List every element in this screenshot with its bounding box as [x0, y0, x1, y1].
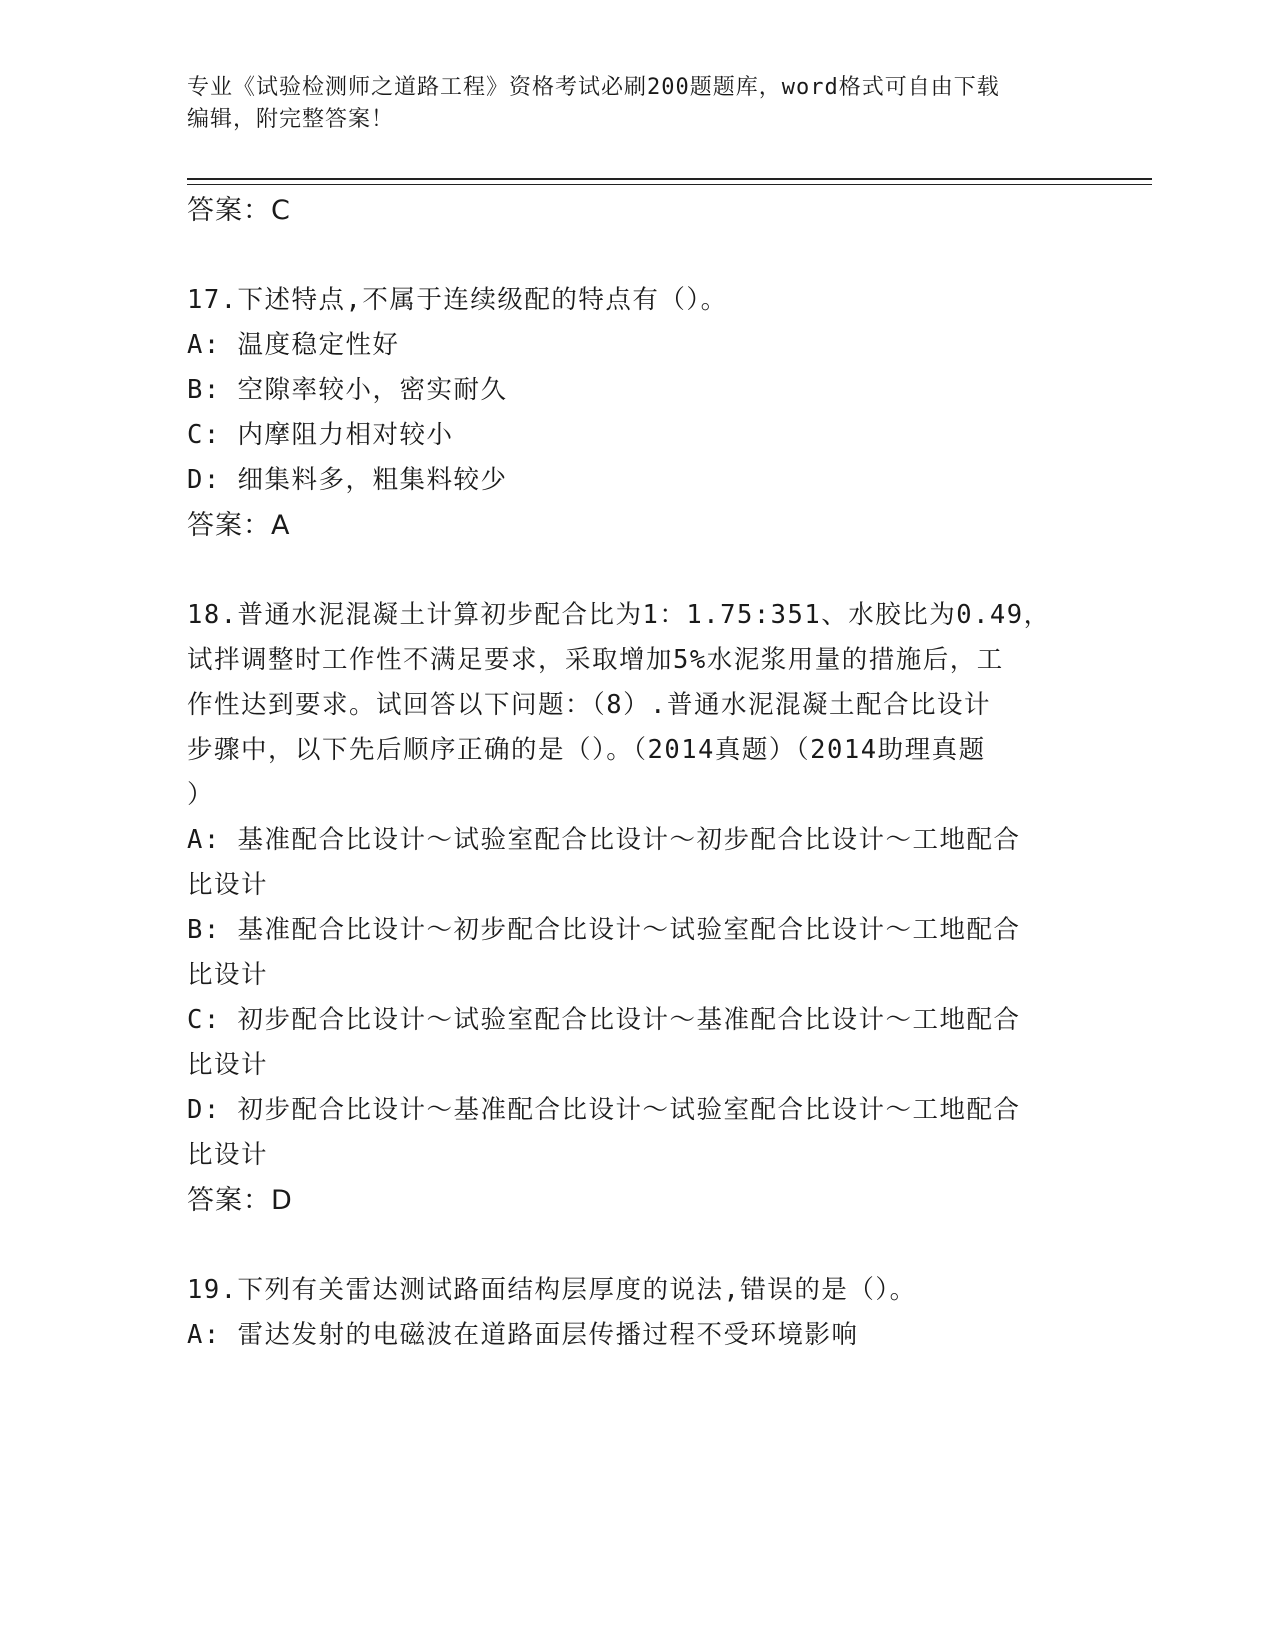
q18-stem-line-3: 作性达到要求。试回答以下问题：（8）.普通水泥混凝土配合比设计 — [187, 690, 991, 720]
q17-option-b: B: 空隙率较小，密实耐久 — [187, 375, 508, 405]
header-rule-thin — [187, 184, 1152, 185]
spacer — [187, 548, 1087, 593]
q18-option-c — [187, 998, 1087, 1088]
q18-option-c-line-1: C: 初步配合比设计～试验室配合比设计～基准配合比设计～工地配合 — [187, 1005, 1021, 1035]
q16-answer: 答案：C — [187, 195, 291, 226]
q18-option-b-line-2: 比设计 — [187, 960, 269, 990]
q18-option-a-line-2: 比设计 — [187, 870, 269, 900]
question-content — [187, 188, 1087, 1358]
header-rule-thick — [187, 178, 1152, 180]
question-18 — [187, 593, 1087, 1223]
header-line-2: 编辑，附完整答案！ — [187, 107, 395, 132]
q18-option-b-line-1: B: 基准配合比设计～初步配合比设计～试验室配合比设计～工地配合 — [187, 915, 1021, 945]
question-19 — [187, 1268, 1087, 1358]
q17-stem: 17.下述特点,不属于连续级配的特点有（）。 — [187, 285, 728, 315]
spacer — [187, 233, 1087, 278]
q18-stem-line-1: 18.普通水泥混凝土计算初步配合比为1：1.75:351、水胶比为0.49， — [187, 600, 1051, 630]
q19-stem: 19.下列有关雷达测试路面结构层厚度的说法,错误的是（）。 — [187, 1275, 917, 1305]
question-17 — [187, 278, 1087, 548]
q18-answer: 答案：D — [187, 1185, 293, 1216]
q18-option-d — [187, 1088, 1087, 1178]
q18-option-d-line-1: D: 初步配合比设计～基准配合比设计～试验室配合比设计～工地配合 — [187, 1095, 1021, 1125]
q18-option-d-line-2: 比设计 — [187, 1140, 269, 1170]
q18-stem-line-4: 步骤中，以下先后顺序正确的是（）。（2014真题）（2014助理真题 — [187, 735, 986, 765]
spacer — [187, 1223, 1087, 1268]
q18-stem-line-5: ） — [187, 780, 215, 810]
q17-answer: 答案：A — [187, 510, 291, 541]
header-line-1: 专业《试验检测师之道路工程》资格考试必刷200题题库，word格式可自由下载 — [187, 75, 1000, 100]
q18-option-a — [187, 818, 1087, 908]
q19-option-a: A: 雷达发射的电磁波在道路面层传播过程不受环境影响 — [187, 1320, 859, 1350]
q18-option-c-line-2: 比设计 — [187, 1050, 269, 1080]
q17-option-d: D: 细集料多，粗集料较少 — [187, 465, 508, 495]
q18-option-b — [187, 908, 1087, 998]
q17-option-a: A: 温度稳定性好 — [187, 330, 400, 360]
q18-option-a-line-1: A: 基准配合比设计～试验室配合比设计～初步配合比设计～工地配合 — [187, 825, 1021, 855]
q17-option-c: C: 内摩阻力相对较小 — [187, 420, 454, 450]
q18-stem-line-2: 试拌调整时工作性不满足要求，采取增加5%水泥浆用量的措施后，工 — [187, 645, 1004, 675]
document-header — [187, 72, 1087, 136]
